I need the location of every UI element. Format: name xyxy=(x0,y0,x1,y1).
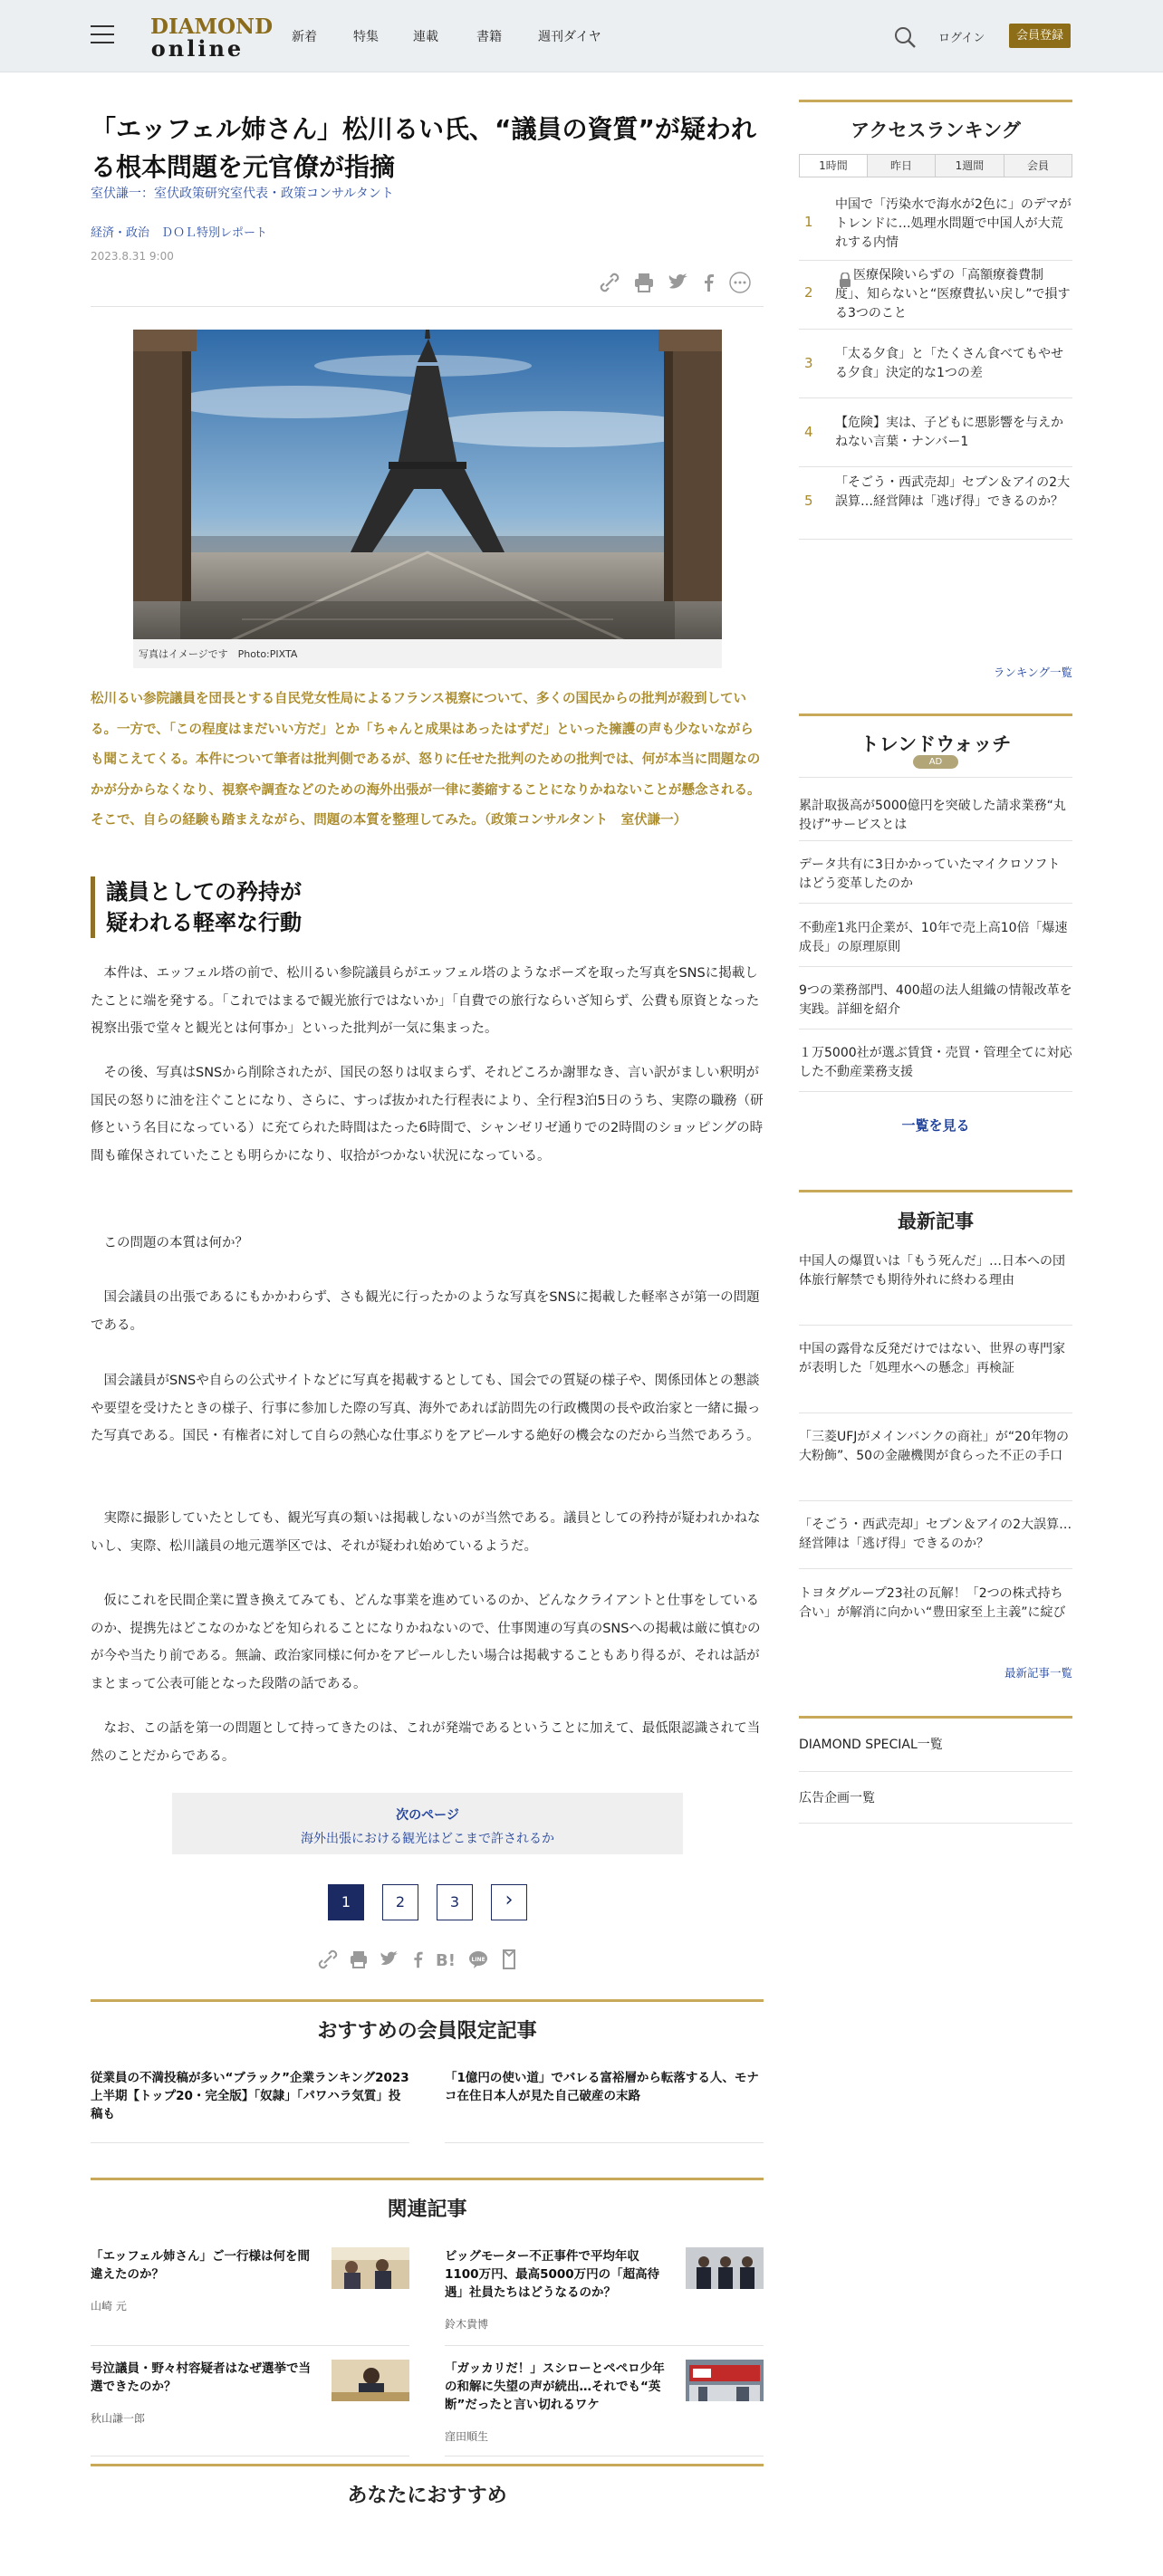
paragraph: 仮にこれを民間企業に置き換えてみても、どんな事業を進めているのか、どんなクライアントと仕事をしているのか、提携先はどこなのかなどを知られることになりかねないので、仕事関連の写真のSNSへの掲載は厳に慎むのが今や当たり前である。無論、政治家同様に何かをアピールしたい場合は掲載することもあり得るが、それは話がまとまって公表可能となった段階の話である。 xyxy=(91,1594,761,1691)
latest-item[interactable]: 中国人の爆買いは「もう死んだ」…日本への団体旅行解禁でも期待外れに終わる理由 xyxy=(799,1254,1065,1288)
for-you-title: あなたにおすすめ xyxy=(347,2485,507,2507)
eiffel-tower-image xyxy=(133,330,722,668)
paragraph: 国会議員の出張であるにもかかわらず、さも観光に行ったかのような写真をSNSに掲載した軽率さが第一の問題である。 xyxy=(91,1290,760,1333)
divider xyxy=(799,903,1072,904)
paragraph: その後、写真はSNSから削除されたが、国民の怒りは収まらず、それどころか謝罪なき、言い訳がましい釈明が国民の怒りに油を注ぐことになり、さらに、すっぱ抜かれた行程表により、全行程3泊5日のうち、実際の職務（研修という名目になっている）に充てられた時間はたった6時間で、シャンゼリゼ通りでの2時間のショッピングの時間も確保されていたことも明らかになり、収拾がつかない状況になっている。 xyxy=(91,1066,764,1164)
next-page-title[interactable]: 海外出張における観光はどこまで許されるか xyxy=(301,1832,554,1846)
ranking-item[interactable] xyxy=(799,467,1072,540)
rank-title[interactable]: 医療保険いらずの「高額療養費制度」、知らないと“医療費払い戻し”で損する3つのこと xyxy=(835,268,1071,321)
site-logo[interactable] xyxy=(150,14,274,62)
nav-item-series[interactable]: 連載 xyxy=(413,30,438,44)
related-item-title[interactable]: ビッグモーター不正事件で平均年収1100万円、最高5000万円の「超高待遇」社員たちはどうなるのか？ xyxy=(445,2249,660,2300)
print-icon[interactable] xyxy=(632,271,656,294)
trend-item[interactable]: １万5000社が選ぶ賃貸・売買・管理全てに対応した不動産業務支援 xyxy=(799,1046,1072,1079)
related-thumbnail xyxy=(332,2360,409,2401)
section-rule xyxy=(799,100,1072,102)
nav-item-books[interactable]: 書籍 xyxy=(476,30,502,44)
related-thumbnail xyxy=(332,2247,409,2289)
trend-item[interactable]: 累計取扱高が5000億円を突破した請求業務“丸投げ”サービスとは xyxy=(799,799,1066,832)
rank-number: 1 xyxy=(804,214,813,230)
pocket-icon[interactable] xyxy=(498,1949,520,1970)
related-item[interactable] xyxy=(445,2360,764,2447)
divider xyxy=(91,2345,409,2346)
ranking-item[interactable] xyxy=(799,398,1072,467)
recommended-title: おすすめの会員限定記事 xyxy=(317,2020,537,2043)
ranking-item[interactable] xyxy=(799,261,1072,330)
page-2-button[interactable]: 2 xyxy=(382,1884,418,1920)
site-header xyxy=(0,0,1163,72)
photo-caption: 写真はイメージです Photo:PIXTA xyxy=(133,639,722,668)
trend-title: トレンドウォッチ xyxy=(860,733,1012,755)
page-1-button[interactable]: 1 xyxy=(328,1884,364,1920)
publish-date: 2023.8.31 9:00 xyxy=(91,250,174,263)
facebook-icon[interactable] xyxy=(697,271,721,294)
nav-item-feature[interactable]: 特集 xyxy=(353,30,379,44)
recommended-item[interactable]: 従業員の不満投稿が多い“ブラック”企業ランキング2023上半期【トップ20・完全版】「奴隷」「パワハラ気質」投稿も xyxy=(91,2071,409,2121)
paragraph: この問題の本質は何か？ xyxy=(103,1236,248,1250)
facebook-icon[interactable] xyxy=(408,1949,429,1970)
menu-icon[interactable] xyxy=(91,25,114,43)
divider xyxy=(799,777,1072,778)
trend-item[interactable]: 不動産1兆円企業が、10年で売上高10倍「爆速成長」の原理原則 xyxy=(799,921,1068,954)
section-rule xyxy=(799,1716,1072,1719)
article-photo xyxy=(133,330,722,668)
related-item-author: 秋山謙一郎 xyxy=(91,2412,146,2425)
paragraph: 本件は、エッフェル塔の前で、松川るい参院議員らがエッフェル塔のようなポーズを取った写真をSNSに掲載したことに端を発する。「これではまるで観光旅行ではないか」「自費での旅行ならいざ知らず、公費も原資となった視察出張で堂々と観光とは何事か」といった批判が一気に集まった。 xyxy=(91,966,760,1036)
author-link[interactable]: 室伏謙一：室伏政策研究室代表・政策コンサルタント xyxy=(91,187,394,201)
related-thumbnail xyxy=(686,2247,764,2289)
divider xyxy=(799,1412,1072,1413)
related-item[interactable] xyxy=(445,2247,764,2334)
category-links[interactable]: 経済・政治 ＤＯＬ特別レポート xyxy=(91,226,268,240)
latest-item[interactable]: 「三菱UFJがメインバンクの商社」が“20年物の大粉飾”、50の金融機関が食らった不正の手口 xyxy=(799,1430,1069,1463)
ranking-item[interactable] xyxy=(799,330,1072,398)
member-register-button[interactable]: 会員登録 xyxy=(1009,24,1071,48)
latest-more-link[interactable]: 最新記事一覧 xyxy=(1004,1666,1072,1680)
link-icon[interactable] xyxy=(598,271,621,294)
related-title: 関連記事 xyxy=(387,2198,467,2221)
related-item-title[interactable]: 「ガッカリだ！」スシローとペペロ少年の和解に失望の声が続出…それでも“英断”だったと言い切れるワケ xyxy=(445,2361,665,2412)
related-item-author: 鈴木貴博 xyxy=(445,2318,489,2331)
svg-text:B!: B! xyxy=(436,1951,456,1970)
twitter-icon[interactable] xyxy=(667,271,690,294)
logo-line2: online xyxy=(150,35,245,62)
article-title: 「エッフェル姉さん」松川るい氏、“議員の資質”が疑われる根本問題を元官僚が指摘 xyxy=(91,114,756,182)
section-rule xyxy=(799,1190,1072,1192)
trend-item[interactable]: データ共有に3日かかっていたマイクロソフトはどう変革したのか xyxy=(799,857,1061,891)
rank-title[interactable]: 【危険】実は、子どもに悪影響を与えかねない言葉・ナンバー1 xyxy=(835,416,1063,449)
login-link[interactable]: ログイン xyxy=(938,32,985,45)
diamond-special-link[interactable]: DIAMOND SPECIAL一覧 xyxy=(799,1738,943,1752)
tab-1week[interactable]: 1週間 xyxy=(936,155,1004,177)
search-icon[interactable] xyxy=(893,25,917,49)
pagination xyxy=(328,1884,527,1920)
ad-badge: AD xyxy=(913,755,958,769)
related-thumbnail xyxy=(686,2360,764,2401)
nav-item-new[interactable]: 新着 xyxy=(292,30,317,44)
section-rule xyxy=(91,2464,764,2466)
rank-number: 5 xyxy=(804,493,813,509)
rank-number: 3 xyxy=(804,355,813,371)
latest-item[interactable]: 「そごう・西武売却」セブン＆アイの2大誤算…経営陣は「逃げ得」できるのか？ xyxy=(799,1518,1072,1551)
next-page-box[interactable] xyxy=(172,1793,683,1854)
section-rule xyxy=(91,2178,764,2180)
section-heading-text: 議員としての矜持が 疑われる軽率な行動 xyxy=(106,879,302,935)
section-rule xyxy=(799,713,1072,716)
trend-all-link[interactable]: 一覧を見る xyxy=(901,1117,970,1134)
divider xyxy=(799,1500,1072,1501)
divider xyxy=(799,1823,1072,1824)
rank-title[interactable]: 「太る夕食」と「たくさん食べてもやせる夕食」決定的な1つの差 xyxy=(835,347,1063,380)
ad-plans-link[interactable]: 広告企画一覧 xyxy=(799,1791,875,1805)
divider xyxy=(799,1325,1072,1326)
ranking-tabs xyxy=(799,154,1072,177)
related-item-title[interactable]: 「エッフェル姉さん」ご一行様は何を間違えたのか？ xyxy=(91,2249,311,2282)
ranking-title: アクセスランキング xyxy=(851,120,1021,141)
paragraph: 実際に撮影していたとしても、観光写真の類いは掲載しないのが当然である。議員としての矜持が疑われかねないし、実際、松川議員の地元選挙区では、それが疑われ始めているようだ。 xyxy=(91,1511,761,1554)
related-item[interactable] xyxy=(91,2360,409,2447)
divider xyxy=(799,1568,1072,1569)
divider xyxy=(445,2345,764,2346)
recommended-item[interactable]: 「1億円の使い道」でバレる富裕層から転落する人、モナコ在住日本人が見た自己破産の末路 xyxy=(445,2071,759,2103)
nav-item-weekly[interactable]: 週刊ダイヤ xyxy=(538,30,601,44)
ranking-item[interactable] xyxy=(799,190,1072,261)
tab-1hour[interactable]: 1時間 xyxy=(800,155,868,177)
latest-title: 最新記事 xyxy=(898,1211,974,1232)
related-item-title[interactable]: 号泣議員・野々村容疑者はなぜ選挙で当選できたのか？ xyxy=(91,2361,311,2394)
print-icon[interactable] xyxy=(348,1949,370,1970)
related-item-author: 窪田順生 xyxy=(445,2430,489,2443)
next-page-button[interactable]: › xyxy=(491,1884,527,1920)
logo-line1: DIAMOND xyxy=(150,14,274,39)
paragraph: なお、この話を第一の問題として持ってきたのは、これが発端であるということに加えて、最低限認識されて当然のことだからである。 xyxy=(91,1721,761,1764)
divider xyxy=(799,1771,1072,1772)
section-rule xyxy=(91,1999,764,2002)
link-icon[interactable] xyxy=(317,1949,339,1970)
divider xyxy=(799,966,1072,967)
hatena-bookmark-icon[interactable] xyxy=(435,1949,460,1970)
ranking-more-link[interactable]: ランキング一覧 xyxy=(993,666,1072,679)
rank-number: 4 xyxy=(804,424,813,440)
paragraph: 国会議員がSNSや自らの公式サイトなどに写真を掲載するとしても、国会での質疑の様子や、関係団体との懇談や要望を受けたときの様子、行事に参加した際の写真、海外であれば訪問先の行政機関の長や政治家と一緒に撮った写真である。国民・有権者に対して自らの熱心な仕事ぶりをアピールする絶好の機会なのだから当然であろう。 xyxy=(91,1374,761,1443)
twitter-icon[interactable] xyxy=(379,1949,400,1970)
divider xyxy=(445,2142,764,2143)
latest-item[interactable]: トヨタグループ23社の瓦解！「2つの株式持ち合い」が解消に向かい“豊田家至上主義”に綻び xyxy=(799,1586,1066,1620)
related-item-author: 山崎 元 xyxy=(91,2300,127,2313)
page-3-button[interactable]: 3 xyxy=(437,1884,473,1920)
tab-yesterday[interactable]: 昨日 xyxy=(868,155,936,177)
tab-member[interactable]: 会員 xyxy=(1026,159,1049,172)
rank-number: 2 xyxy=(804,284,813,301)
divider xyxy=(91,2142,409,2143)
divider xyxy=(91,306,764,307)
next-page-label: 次のページ xyxy=(396,1808,459,1823)
article-lead: 松川るい参院議員を団長とする自民党女性局によるフランス視察について、多くの国民からの批判が殺到している。一方で、「この程度はまだいい方だ」とか「ちゃんと成果はあったはずだ」といった擁護の声も少ないながらも聞こえてくる。本件について筆者は批判側であるが、怒りに任せた批判のための批判では、何が本当に問題なのかが分からなくなり、視察や調査などのための海外出張が一律に萎縮することになりかねないことが懸念される。そこで、自らの経験も踏まえながら、問題の本質を整理してみた。（政策コンサルタント 室伏謙一） xyxy=(91,692,761,828)
line-icon[interactable] xyxy=(467,1949,489,1970)
more-icon[interactable] xyxy=(728,271,752,294)
divider xyxy=(799,840,1072,841)
divider xyxy=(799,1091,1072,1092)
trend-item[interactable]: 9つの業務部門、400超の法人組織の情報改革を実践。詳細を紹介 xyxy=(799,983,1072,1017)
svg-text:LINE: LINE xyxy=(471,1957,485,1963)
section-heading xyxy=(91,876,764,938)
related-item[interactable] xyxy=(91,2247,409,2334)
rank-title[interactable]: 中国で「汚染水で海水が2色に」のデマがトレンドに…処理水問題で中国人が大荒れする内情 xyxy=(835,197,1072,250)
latest-item[interactable]: 中国の露骨な反発だけではない、世界の専門家が表明した「処理水への懸念」再検証 xyxy=(799,1342,1065,1375)
rank-title[interactable]: 「そごう・西武売却」セブン＆アイの2大誤算…経営陣は「逃げ得」できるのか？ xyxy=(835,475,1071,509)
